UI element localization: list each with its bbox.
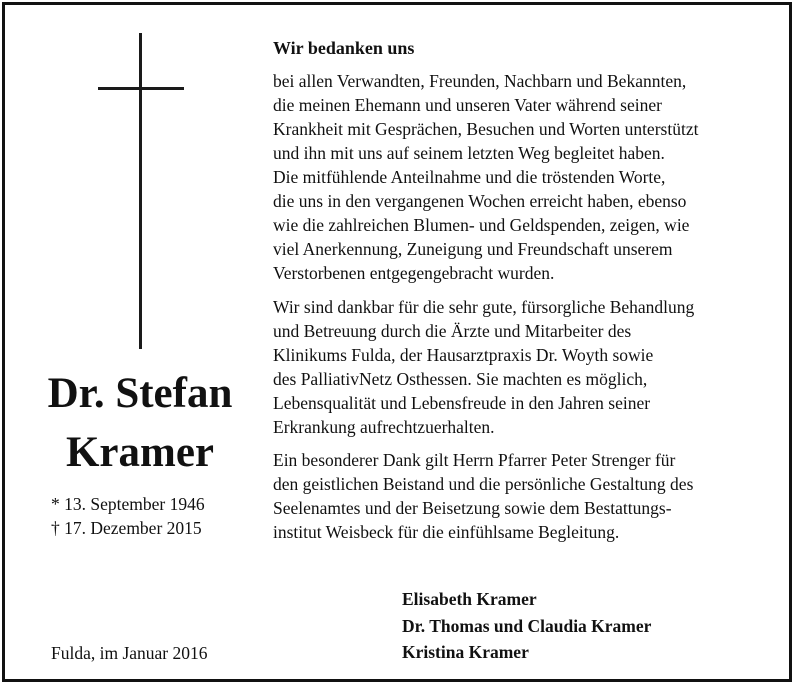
deceased-name-last: Kramer (65, 429, 215, 476)
text-line: die uns in den vergangenen Wochen erreicht haben, ebenso (273, 191, 687, 211)
cross-icon-bar (98, 87, 184, 90)
text-line: die meinen Ehemann und unseren Vater während seiner (273, 95, 662, 115)
place-and-date: Fulda, im Januar 2016 (51, 643, 208, 663)
signers-list (402, 586, 651, 666)
paragraph-thanks-medical (273, 295, 773, 439)
cross-icon (139, 33, 142, 349)
text-line: wie die zahlreichen Blumen- und Geldspenden, zeigen, wie (273, 215, 690, 235)
text-line: Erkrankung aufrechtzuerhalten. (273, 417, 495, 437)
death-date: † 17. Dezember 2015 (51, 518, 202, 538)
text-line: und Betreuung durch die Ärzte und Mitarbeiter des (273, 321, 632, 341)
text-line: und ihn mit uns auf seinem letzten Weg begleitet haben. (273, 143, 665, 163)
text-line: Die mitfühlende Anteilnahme und die tröstenden Worte, (273, 167, 666, 187)
heading: Wir bedanken uns (273, 38, 415, 58)
text-line: Klinikums Fulda, der Hausarztpraxis Dr. Woyth sowie (273, 345, 654, 365)
paragraph-thanks-pastor (273, 448, 773, 544)
paragraph-thanks-family (273, 69, 773, 285)
obituary-notice (2, 2, 792, 682)
birth-date: * 13. September 1946 (51, 494, 205, 514)
text-line: Wir sind dankbar für die sehr gute, fürsorgliche Behandlung (273, 297, 695, 317)
text-line: des PalliativNetz Osthessen. Sie machten es möglich, (273, 369, 648, 389)
text-line: Seelenamtes und der Beisetzung sowie dem Bestattungs- (273, 498, 672, 518)
signer: Elisabeth Kramer (402, 589, 537, 609)
text-line: Krankheit mit Gesprächen, Besuchen und Worten unterstützt (273, 119, 699, 139)
life-dates (51, 492, 205, 540)
text-line: Ein besonderer Dank gilt Herrn Pfarrer Peter Strenger für (273, 450, 676, 470)
text-line: bei allen Verwandten, Freunden, Nachbarn und Bekannten, (273, 71, 687, 91)
signer: Kristina Kramer (402, 642, 529, 662)
text-line: den geistlichen Beistand und die persönliche Gestaltung des (273, 474, 694, 494)
text-line: viel Anerkennung, Zuneigung und Freundschaft unserem (273, 239, 673, 259)
signer: Dr. Thomas und Claudia Kramer (402, 615, 652, 636)
text-line: institut Weisbeck für die einfühlsame Begleitung. (273, 522, 620, 542)
deceased-name-first: Dr. Stefan (47, 370, 233, 417)
text-line: Verstorbenen entgegengebracht wurden. (273, 263, 555, 283)
text-line: Lebensqualität und Lebensfreude in den Jahren seiner (273, 393, 651, 413)
